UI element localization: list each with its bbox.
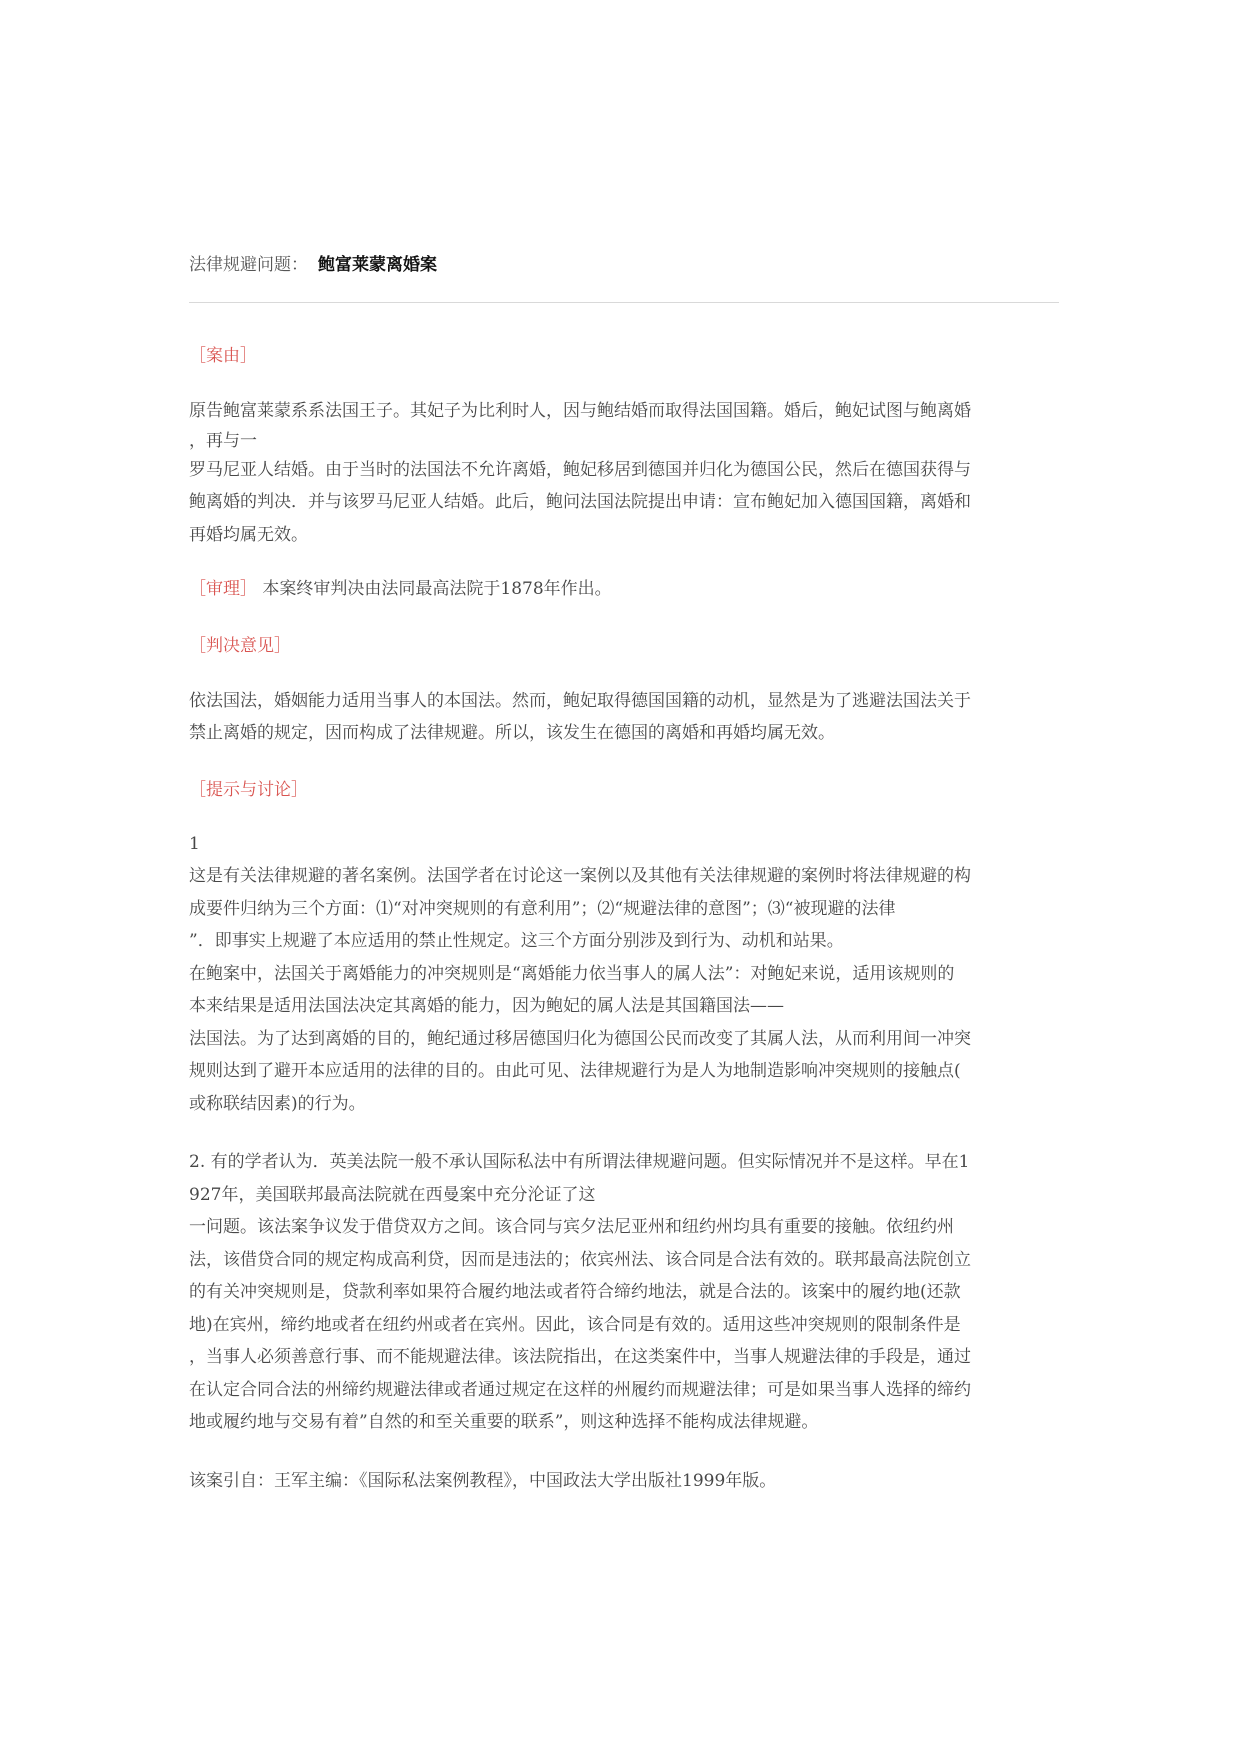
text-line: 在鲍案中，法国关于离婚能力的冲突规则是“离婚能力依当事人的属人法”：对鲍妃来说，适用该规则的 [189, 963, 955, 984]
text-line: ，再与一 [189, 430, 257, 451]
text-line: 927年，美国联邦最高法院就在西曼案中充分沦证了这 [189, 1184, 596, 1205]
text-line: 地或履约地与交易有着”自然的和至关重要的联系”，则这种选择不能构成法律规避。 [189, 1412, 819, 1432]
text-line: 规则达到了避开本应适用的法律的目的。由此可见、法律规避行为是人为地制造影响冲突规则的接触点( [189, 1061, 961, 1081]
text-line: 禁止离婚的规定，因而构成了法律规避。所以，该发生在德国的离婚和再婚均属无效。 [189, 723, 835, 743]
source-citation: 该案引自：王军主编：《国际私法案例教程》，中国政法大学出版社1999年版。 [189, 1470, 777, 1491]
paragraph-tishi-point1 [189, 828, 1059, 1121]
heading-shenli: ［审理］ [189, 579, 257, 599]
title-main: 鲍富莱蒙离婚案 [318, 255, 437, 275]
text-line: 一问题。该法案争议发于借贷双方之间。该合同与宾夕法尼亚州和纽约州均具有重要的接触。依纽约州 [189, 1217, 954, 1237]
shenli-text: 本案终审判决由法同最高法院于1878年作出。 [262, 579, 612, 599]
paragraph-anyou [189, 395, 1059, 551]
text-line: 罗马尼亚人结婚。由于当时的法国法不允许离婚，鲍妃移居到德国并归化为德国公民，然后在德国获得与 [189, 459, 971, 480]
paragraph-shenli [189, 573, 1059, 606]
text-line: 法，该借贷合同的规定构成高利贷，因而是违法的；依宾州法、该合同是合法有效的。联邦最高法院创立 [189, 1249, 971, 1270]
text-line: 1 [189, 833, 200, 854]
text-line: ，当事人必须善意行事、而不能规避法律。该法院指出，在这类案件中，当事人规避法律的手段是，通过 [189, 1347, 971, 1367]
text-line: 或称联结因素)的行为。 [189, 1093, 366, 1114]
heading-tishi: ［提示与讨论］ [189, 779, 308, 800]
heading-anyou: ［案由］ [189, 346, 257, 366]
text-line: 成要件归纳为三个方面：⑴“对冲突规则的有意利用”；⑵“规避法律的意图”；⑶“被现避的法律 [189, 898, 896, 919]
text-line: ”．即事实上规避了本应适用的禁止性规定。这三个方面分别涉及到行为、动机和站果。 [189, 931, 844, 951]
text-line: 鲍离婚的判决．并与该罗马尼亚人结婚。此后，鲍问法国法院提出申请：宣布鲍妃加入德国国籍，离婚和 [189, 492, 971, 512]
text-line: 法国法。为了达到离婚的目的，鲍纪通过移居德国归化为德国公民而改变了其属人法，从而利用间一冲突 [189, 1028, 971, 1049]
text-line: 地)在宾州，缔约地或者在纽约州或者在宾州。因此，该合同是有效的。适用这些冲突规则的限制条件是 [189, 1314, 961, 1335]
text-line: 在认定合同合法的州缔约规避法律或者通过规定在这样的州履约而规避法律；可是如果当事人选择的缔约 [189, 1379, 971, 1400]
text-line: 本来结果是适用法国法决定其离婚的能力，因为鲍妃的属人法是其国籍国法—— [189, 996, 784, 1016]
paragraph-panjue [189, 685, 1059, 750]
text-line: 2. 有的学者认为．英美法院一般不承认国际私法中有所谓法律规避问题。但实际情况并不是这样。早在1 [189, 1152, 970, 1172]
text-line: 原告鲍富莱蒙系系法国王子。其妃子为比利时人，因与鲍结婚而取得法国国籍。婚后，鲍妃试图与鲍离婚 [189, 401, 971, 421]
document-page [189, 250, 1059, 1497]
document-title [189, 250, 1059, 280]
text-line: 依法国法，婚姻能力适用当事人的本国法。然而，鲍妃取得德国国籍的动机，显然是为了逃避法国法关于 [189, 690, 971, 711]
heading-panjue: ［判决意见］ [189, 635, 291, 656]
title-prefix: 法律规避问题： [189, 255, 308, 275]
paragraph-tishi-point2 [189, 1146, 1059, 1439]
text-line: 这是有关法律规避的著名案例。法国学者在讨论这一案例以及其他有关法律规避的案例时将法律规避的构 [189, 866, 971, 886]
text-line: 再婚均属无效。 [189, 524, 308, 545]
text-line: 的有关冲突规则是，贷款利率如果符合履约地法或者符合缔约地法，就是合法的。该案中的履约地(还款 [189, 1282, 961, 1302]
title-divider [189, 302, 1059, 303]
